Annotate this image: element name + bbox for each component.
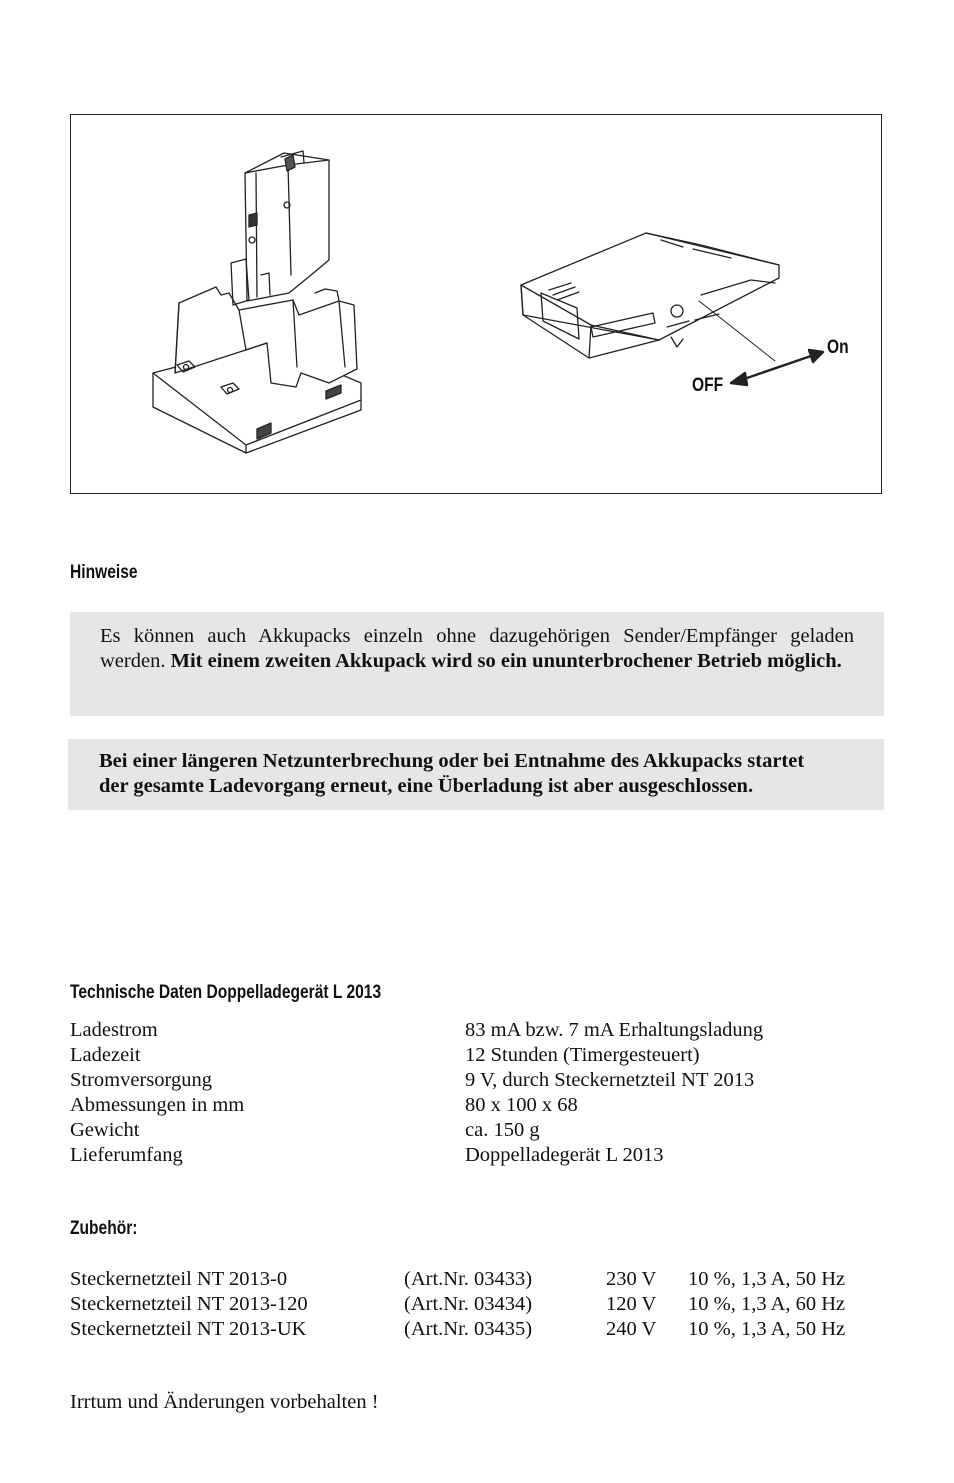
accessories-table	[70, 1267, 870, 1342]
tech-key: Ladestrom	[70, 1019, 158, 1041]
tech-key: Lieferumfang	[70, 1144, 183, 1166]
tech-row	[70, 1068, 870, 1093]
tech-row	[70, 1143, 870, 1168]
accessories-heading: Zubehör:	[70, 1218, 138, 1239]
switch-off-label: OFF	[692, 375, 724, 396]
note-2-line-2: der gesamte Ladevorgang erneut, eine Überladung ist aber ausgeschlossen.	[99, 775, 754, 797]
accessory-article-number: (Art.Nr. 03435)	[404, 1318, 533, 1340]
figure-illustration	[71, 115, 883, 495]
tech-value: 12 Stunden (Timergesteuert)	[465, 1044, 700, 1066]
tech-value: ca. 150 g	[465, 1119, 540, 1141]
accessory-article-number: (Art.Nr. 03433)	[404, 1268, 533, 1290]
accessory-spec: 10 %, 1,3 A, 50 Hz	[688, 1318, 846, 1340]
note-box-1	[70, 612, 884, 716]
tech-value: Doppelladegerät L 2013	[465, 1144, 664, 1166]
tech-row	[70, 1118, 870, 1143]
figure-frame	[70, 114, 882, 494]
note-1-bold-text: Mit einem zweiten Akkupack wird so ein ununterbrochener Betrieb möglich.	[170, 650, 842, 672]
tech-value: 9 V, durch Steckernetzteil NT 2013	[465, 1069, 755, 1091]
accessory-row	[70, 1317, 870, 1342]
tech-row	[70, 1043, 870, 1068]
double-arrow-icon	[731, 350, 823, 385]
double-charger-illustration	[153, 151, 361, 453]
tech-data-table	[70, 1018, 870, 1168]
tech-key: Abmessungen in mm	[70, 1094, 245, 1116]
accessory-row	[70, 1292, 870, 1317]
accessory-voltage: 120 V	[606, 1293, 657, 1315]
accessory-spec: 10 %, 1,3 A, 50 Hz	[688, 1268, 846, 1290]
disclaimer-text: Irrtum und Änderungen vorbehalten !	[70, 1391, 379, 1413]
tech-key: Ladezeit	[70, 1044, 141, 1066]
tech-key: Gewicht	[70, 1119, 140, 1141]
accessory-row	[70, 1267, 870, 1292]
tech-value: 80 x 100 x 68	[465, 1094, 578, 1116]
accessory-spec: 10 %, 1,3 A, 60 Hz	[688, 1293, 846, 1315]
tech-row	[70, 1018, 870, 1043]
tech-key: Stromversorgung	[70, 1069, 212, 1091]
accessory-voltage: 240 V	[606, 1318, 657, 1340]
battery-pack-illustration	[521, 233, 779, 358]
tech-row	[70, 1093, 870, 1118]
note-1-text: Es können auch Akkupacks einzeln ohne dazugehörigen Sender/Empfänger geladen werden.	[100, 625, 854, 672]
switch-pointer-line	[699, 301, 775, 361]
notes-heading: Hinweise	[70, 562, 138, 583]
accessory-voltage: 230 V	[606, 1268, 657, 1290]
tech-value: 83 mA bzw. 7 mA Erhaltungsladung	[465, 1019, 764, 1041]
note-box-2	[68, 739, 884, 810]
accessory-name: Steckernetzteil NT 2013-UK	[70, 1318, 307, 1340]
accessory-name: Steckernetzteil NT 2013-0	[70, 1268, 288, 1290]
tech-data-heading: Technische Daten Doppelladegerät L 2013	[70, 982, 382, 1003]
accessory-name: Steckernetzteil NT 2013-120	[70, 1293, 308, 1315]
switch-on-label: On	[827, 337, 849, 358]
note-2-line-1: Bei einer längeren Netzunterbrechung oder bei Entnahme des Akkupacks startet	[99, 750, 805, 772]
accessory-article-number: (Art.Nr. 03434)	[404, 1293, 533, 1315]
